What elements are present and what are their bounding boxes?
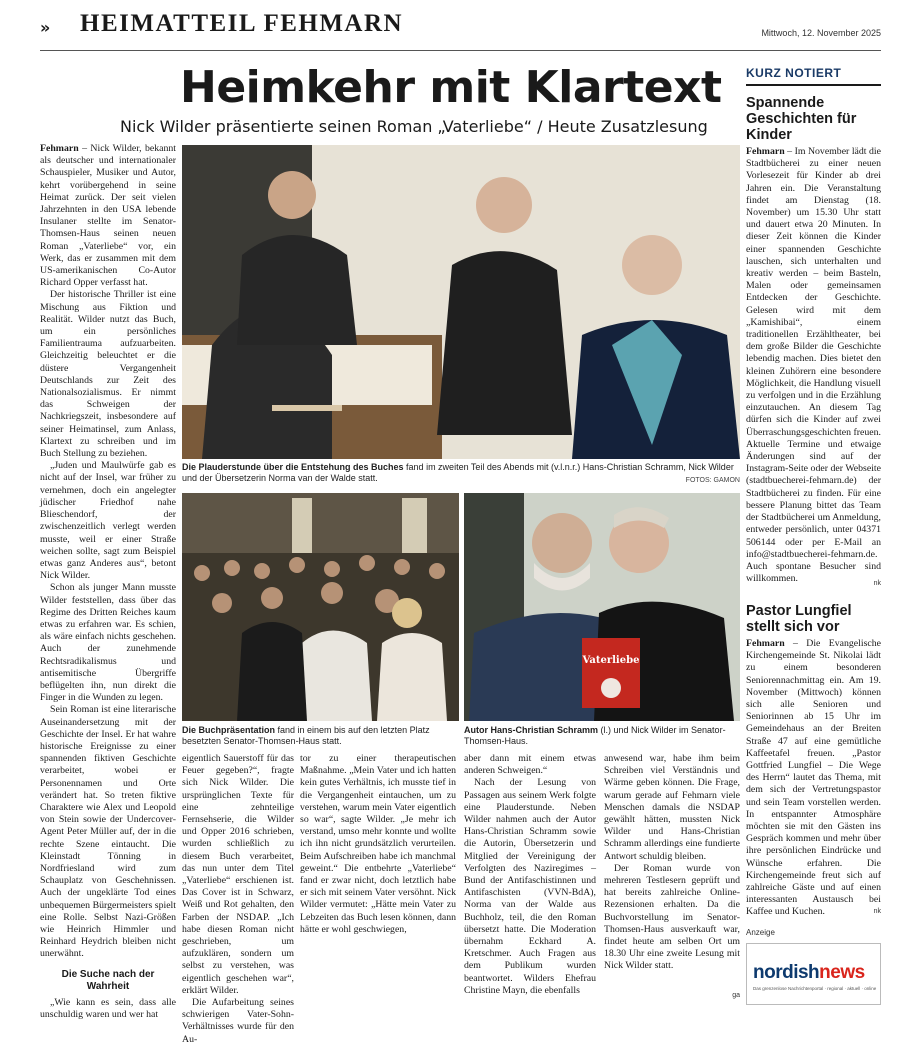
paragraph: – Im November lädt die Stadtbücherei zu einer neuen Vorlesezeit für Kinder ab drei Jahren ein. Die Veranstaltung findet am Dienstag (18. November) um 15.30 Uhr statt und dauert etwa 20 Minuten. In dieser Zeit können die Kinder einer spannenden Geschichte lauschen, sich unterhalten und kreativ werden – beim Basteln, Malen oder gemeinsamen Entdecken der Geschichte. Gelesen wird mit dem „Kamishibai“, einem traditionellen Erzähltheater, bei dem große Bilder die Geschichte lebendig machen. Dies bietet den kleinen Zuhörern eine besondere Möglichkeit, die Handlung visuell zu verfolgen und in die Erzählung einzutauchen. An diesem Tag dürfen sich die Kinder auf zwei Überraschungsgeschichten freuen. Aktuelle Termine und etwaige Änderungen sind auf der Instagram-Seite oder der Webseite (stadtbuecherei-fehmarn.de) der Stadtbücherei zu finden. Für eine bessere Planung bittet das Team der Stadtbücherei um Anmeldung, entweder persönlich, unter 04371 506144 oder per E-Mail an info@stadtbuecherei-fehmarn.de. Auch spontane Besucher sind willkommen. (746, 146, 881, 585)
caption-lead: Die Plauderstunde über die Entstehung des Buches (182, 462, 404, 472)
dateline: Fehmarn (40, 143, 79, 154)
header-rule (40, 50, 881, 51)
photo-caption (464, 725, 740, 747)
sidebar-label: KURZ NOTIERT (746, 66, 842, 80)
story-title: Pastor Lungfiel stellt sich vor (746, 603, 852, 635)
intertitle: Die Suche nach der Wahrheit (61, 968, 155, 992)
caption-text: (l.) und Nick Wilder im Senator-Thomsen-Haus. (464, 725, 726, 746)
photo-audience (182, 493, 459, 721)
caption-text: fand im zweiten Teil des Abends mit (v.l.n.r.) Hans-Christian Schramm, Nick Wilder und der Übersetzerin Norma van der Walde statt. (182, 462, 734, 483)
paragraph: – Nick Wilder, bekannt als deutscher und internationaler Schauspieler, Musiker und Autor, kehrt vorübergehend in seine Heimat zurück. Der seit vielen Jahrzehnten in den USA lebende Insulaner stellte im Senator-Thomsen-Haus seinen neuen Roman „Vaterliebe“ vor, ein Werk, das er zusammen mit dem US-amerikanischen Co-Autor Richard Opper verfasst hat. (40, 143, 176, 289)
section-marker: » (40, 18, 51, 37)
caption-lead: Die Buchpräsentation (182, 725, 276, 735)
story-body (746, 146, 881, 585)
photo-credit: FOTOS: GAMON (685, 477, 740, 484)
paragraph: tor zu einer therapeutischen Maßnahme. „Mein Vater und ich hatten kein gutes Verhältnis, ich musste tief in die Vergangenheit eintauchen, um zu verstehen, warum mein Vater eigentlich so war“, sagte Wilder. „Je mehr ich verstand, umso mehr konnte und wollte ich ihn nicht grundsätzlich verurteilen. Beim Aufschreiben habe ich manchmal geweint.“ Die entbehrte „Vaterliebe“ fand er zwar nicht, doch letztlich habe er sich mit seinem Vater versöhnt. Nick Wilder vermutet: „Hätte mein Vater zu Lebzeiten das Buch lesen können, dann hätte er wohl geschwiegen, (300, 753, 456, 935)
section-title: HEIMATTEIL FEHMARN (80, 10, 404, 37)
photo-panel-discussion (182, 145, 740, 459)
photo-caption (182, 725, 459, 747)
paragraph: – Die Evangelische Kirchengemeinde St. Nikolai lädt zu einem besonderen Seniorennachmittag ein. Am 19. November (Mittwoch) können sich alle Senioren und Seniorinnen ab 15 Uhr im Gemeindehaus an der Breiten Straße 47 auf eine gemütliche Kaffeetafel freuen. „Pastor Gottfried Lungfiel – Die Wege des Herrn“ lautet das Thema, mit dem sich der Vertretungspastor und sein Team vorstellen werden. In entspannter Atmosphäre möchten sie mit den Gästen ins Gespräch kommen und mehr über ihre persönlichen Eindrücke und Wünsche erfahren. Die Kirchengemeinde freut sich auf zahlreiche Gäste und auf einen interessanten Austausch bei Kaffee und Kuchen. (746, 638, 881, 918)
issue-date: Mittwoch, 12. November 2025 (761, 28, 881, 38)
sidebar-story-1 (746, 95, 881, 585)
author-signature: ga (732, 992, 740, 999)
advertisement[interactable] (746, 943, 881, 1005)
article-column-5 (604, 753, 740, 989)
paragraph: aber dann mit einem etwas anderen Schweigen.“ (464, 753, 596, 777)
paragraph: Die Aufarbeitung seines schwierigen Vater-Sohn-Verhältnisses wurde für den Au- (182, 997, 294, 1045)
photo-caption (182, 462, 740, 484)
subheadline: Nick Wilder präsentierte seinen Roman „Vaterliebe“ / Heute Zusatzlesung (120, 117, 708, 136)
headline: Heimkehr mit Klartext (180, 62, 722, 113)
author-signature: nk (873, 580, 881, 587)
article-column-4 (464, 753, 596, 1005)
ad-label: Anzeige (746, 928, 775, 937)
paragraph: Nach der Lesung von Passagen aus seinem Werk folgte eine Plauderstunde. Neben Wilder nahmen auch der Autor Hans-Christian Schramm sowie die Autorin, Übersetzerin und Mitglied der Vereinigung der Verfolgten des Naziregimes – Bund der Antifaschistinnen und Antifaschisten (VVN-BdA), Norma van der Walde aus Buchholz, teil, die den Roman übersetzt hatte. Die Moderation übernahm Eckhard A. Kretschmer. Auch Fragen aus dem Publikum wurden beantwortet. Wilders Ehefrau Christine Mayn, die ebenfalls (464, 777, 596, 996)
article-column-3 (300, 753, 456, 1005)
book-title: Vaterliebe (582, 655, 640, 666)
dateline: Fehmarn (746, 638, 785, 649)
paragraph: „Wie kann es sein, dass alle unschuldig waren und wer hat (40, 996, 176, 1020)
ad-logo (753, 962, 865, 984)
caption-text: fand in einem bis auf den letzten Platz besetzten Senator-Thomsen-Haus statt. (182, 725, 430, 746)
paragraph: Sein Roman ist eine literarische Auseinandersetzung mit der Geschichte der Insel. Er hat wahre historische Ereignisse zu einer spannenden fiktiven Geschichte verarbeitet, wobei er Personennamen und Orte verändert hat. So treten fiktive Charaktere wie Alex und Leopold von Stein sowie der Undercover-Agent Peter Müller auf, der in die rechte Szene eintaucht. Die Kleinstadt Tönning in Nordfriesland wird zum Schauplatz von Geschehnissen. Auch der ungeklärte Tod eines unbequemen Bürgermeisters spielt eine Rolle. Selbst Nazi-Größen wie Heinrich Himmler und Reinhard Heydrich bleiben nicht unerwähnt. (40, 704, 176, 960)
paragraph: eigentlich Sauerstoff für das Feuer gegeben?“, fragte sich Nick Wilder. Die ursprünglichen Texte für eine zehnteilige Fernsehserie, die Wilder und Opper 2016 schrieben, wurden schließlich zu diesem Buch verarbeitet, das nun unter dem Titel „Vaterliebe“ erschienen ist. Das Cover ist in Schwarz, Weiß und Rot gehalten, den Farben der NSDAP. „Ich habe diesen Roman nicht geschrieben, um aufzuklären, sondern um selbst zu verstehen, was eigentlich geschehen war“, erklärt Wilder. (182, 753, 294, 996)
paragraph: Der historische Thriller ist eine Mischung aus Fiktion und Realität. Wilder nutzt das Buch, um ein persönliches Familientrauma aufzuarbeiten. Gleichzeitig beleuchtet er die düstere Vergangenheit Deutschlands zur Zeit des Nationalsozialismus. Er nimmt das Schweigen der Nachkriegszeit, insbesondere auf seiner Heimatinsel, zum Anlass, Klartext zu schreiben und im Buch Stellung zu beziehen. (40, 289, 176, 460)
paragraph: anwesend war, habe ihm beim Schreiben viel Verständnis und Wärme geben können. Die Frage, warum gerade auf Fehmarn viele Menschen damals die NSDAP gewählt hätten, mussten Nick Wilder und Hans-Christian Schramm allerdings eine fundierte Antwort schuldig bleiben. (604, 753, 740, 862)
dateline: Fehmarn (746, 146, 785, 157)
article-column-1 (40, 143, 176, 1020)
photo-audience-image (182, 493, 459, 721)
ad-tagline: Das grenzenlose Nachrichtenportal · regional · aktuell · online (753, 986, 877, 991)
photo-panel-image (182, 145, 740, 459)
paragraph: „Juden und Maulwürfe gab es nicht auf der Insel, war früher zu vernehmen, doch ein angelegter jüdischer Friedhof nahe Blieschendorf, der zwischenzeitlich verlegt werden musste, weil er einer Straße weichen sollte, sagt zum Beispiel etwas ganz Anderes aus“, betont Nick Wilder. (40, 460, 176, 582)
author-signature: nk (873, 908, 881, 915)
paragraph: Der Roman wurde von mehreren Testlesern geprüft und hat bereits zahlreiche Online-Rezensionen erhalten. Da die Buchvorstellung im Senator-Thomsen-Haus ausverkauft war, findet heute am selben Ort um 18.30 Uhr eine zweite Lesung mit Nick Wilder statt. (604, 862, 740, 972)
sidebar-rule (746, 84, 881, 86)
paragraph: Schon als junger Mann musste Wilder feststellen, dass über das Regime des Dritten Reiches kaum etwas zu erfahren war. Es schien, als wäre einfach nichts geschehen. Auch der zunehmende Rechtsradikalismus und antisemitische Übergriffe beflügelten ihn, nun direkt die Finger in die Wunden zu legen. (40, 582, 176, 704)
caption-lead: Autor Hans-Christian Schramm (464, 725, 599, 735)
photo-authors (464, 493, 740, 721)
ad-brand-b: news (819, 962, 865, 983)
ad-brand-a: nordish (753, 962, 820, 983)
photo-authors-image (464, 493, 740, 721)
article-column-2 (182, 753, 294, 1045)
story-title: Spannende Geschichten für Kinder (746, 95, 857, 143)
